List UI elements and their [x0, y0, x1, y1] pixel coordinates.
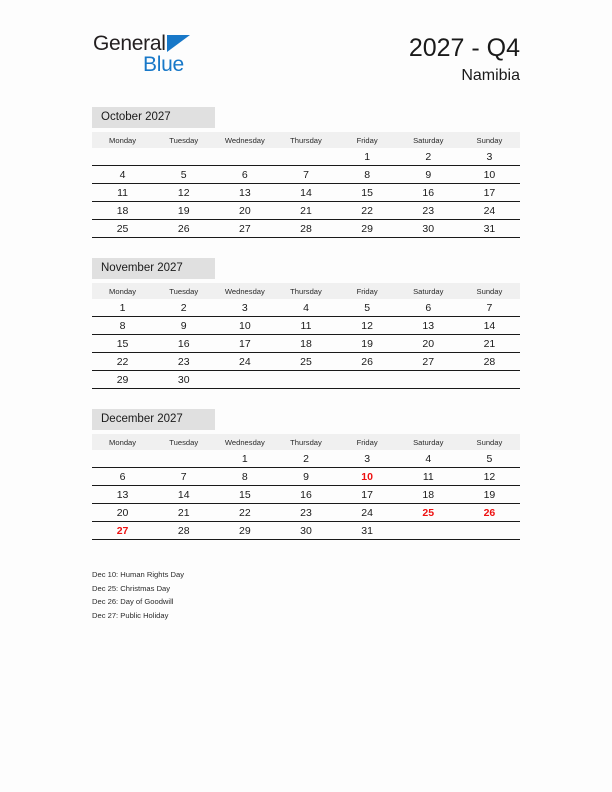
- calendar-day[interactable]: 29: [214, 522, 275, 540]
- calendar-day[interactable]: 4: [92, 166, 153, 184]
- calendar-week-row: [92, 148, 520, 166]
- legend-item: Dec 26: Day of Goodwill: [92, 597, 174, 607]
- calendar-day[interactable]: 28: [153, 522, 214, 540]
- calendar-day[interactable]: 16: [275, 486, 336, 504]
- calendar-day[interactable]: 25: [92, 220, 153, 238]
- weekday-header-thursday: Thursday: [275, 283, 336, 299]
- calendar-day[interactable]: 18: [398, 486, 459, 504]
- calendar-week-row: [92, 371, 520, 389]
- calendar-day[interactable]: 15: [214, 486, 275, 504]
- calendar-day[interactable]: 16: [153, 335, 214, 353]
- calendar-day[interactable]: 14: [459, 317, 520, 335]
- calendar-week-row: [92, 317, 520, 335]
- calendar-day[interactable]: 19: [459, 486, 520, 504]
- calendar-day[interactable]: 23: [275, 504, 336, 522]
- weekday-header-monday: Monday: [92, 132, 153, 148]
- calendar-day[interactable]: 30: [153, 371, 214, 389]
- month-block-october: [92, 107, 520, 238]
- calendar-day-holiday[interactable]: 10: [337, 468, 398, 486]
- weekday-header-row: [92, 132, 520, 148]
- page-header: [0, 0, 612, 100]
- weekday-header-saturday: Saturday: [398, 283, 459, 299]
- calendar-day[interactable]: 22: [337, 202, 398, 220]
- calendar-day-holiday[interactable]: 25: [398, 504, 459, 522]
- calendar-day[interactable]: 1: [241, 452, 248, 465]
- calendar-day[interactable]: 28: [459, 353, 520, 371]
- calendar-day[interactable]: 21: [459, 335, 520, 353]
- weekday-header-row: [92, 434, 520, 450]
- calendar-day[interactable]: 3: [486, 150, 493, 163]
- calendar-day[interactable]: 26: [153, 220, 214, 238]
- logo-text-blue: Blue: [143, 53, 184, 76]
- calendar-week-row: [92, 202, 520, 220]
- month-block-december: [92, 409, 520, 540]
- weekday-header-tuesday: Tuesday: [153, 283, 214, 299]
- calendar-week-row: [92, 166, 520, 184]
- calendar-day[interactable]: 26: [337, 353, 398, 371]
- calendar-day[interactable]: 5: [486, 452, 493, 465]
- calendar-day[interactable]: 19: [337, 335, 398, 353]
- calendar-day[interactable]: 4: [425, 452, 432, 465]
- calendar-day[interactable]: 17: [214, 335, 275, 353]
- weekday-header-thursday: Thursday: [275, 132, 336, 148]
- calendar-day[interactable]: 14: [153, 486, 214, 504]
- logo-top-row: [93, 33, 190, 55]
- calendar-table: [92, 132, 520, 238]
- calendar-day[interactable]: 19: [153, 202, 214, 220]
- calendar-day[interactable]: 2: [180, 301, 187, 314]
- weekday-header-sunday: Sunday: [459, 283, 520, 299]
- weekday-header-saturday: Saturday: [398, 132, 459, 148]
- month-title: December 2027: [92, 409, 215, 430]
- calendar-day[interactable]: 5: [153, 166, 214, 184]
- calendar-body: [92, 299, 520, 389]
- calendar-day[interactable]: 11: [275, 317, 336, 335]
- calendar-day[interactable]: 21: [153, 504, 214, 522]
- calendar-day[interactable]: 9: [275, 468, 336, 486]
- calendar-day[interactable]: 6: [214, 166, 275, 184]
- calendar-day[interactable]: 6: [425, 301, 432, 314]
- calendar-week-row: [92, 220, 520, 238]
- calendar-day[interactable]: 3: [364, 452, 371, 465]
- calendar-day-holiday[interactable]: 27: [92, 522, 153, 540]
- calendar-table: [92, 434, 520, 540]
- calendar-day[interactable]: 30: [398, 220, 459, 238]
- general-blue-logo[interactable]: [93, 33, 293, 85]
- calendar-day-empty: [275, 371, 336, 389]
- calendar-day[interactable]: 13: [214, 184, 275, 202]
- calendar-day[interactable]: 23: [153, 353, 214, 371]
- calendar-week-row: [92, 353, 520, 371]
- weekday-header-thursday: Thursday: [275, 434, 336, 450]
- calendar-day[interactable]: 2: [303, 452, 309, 465]
- calendar-day[interactable]: 29: [337, 220, 398, 238]
- calendar-day[interactable]: 9: [153, 317, 214, 335]
- calendar-day[interactable]: 20: [398, 335, 459, 353]
- calendar-day[interactable]: 13: [398, 317, 459, 335]
- calendar-day[interactable]: 23: [398, 202, 459, 220]
- legend-item: Dec 10: Human Rights Day: [92, 570, 185, 579]
- calendar-day-empty: [92, 148, 153, 166]
- weekday-header-friday: Friday: [337, 283, 398, 299]
- calendar-day[interactable]: 7: [153, 468, 214, 486]
- calendar-day[interactable]: 15: [337, 184, 398, 202]
- calendar-day-empty: [337, 371, 398, 389]
- calendar-day[interactable]: 17: [459, 184, 520, 202]
- holiday-legend: [92, 568, 392, 622]
- calendar-day[interactable]: 28: [275, 220, 336, 238]
- calendar-day[interactable]: 13: [92, 486, 153, 504]
- calendar-day[interactable]: 17: [337, 486, 398, 504]
- calendar-day[interactable]: 25: [275, 353, 336, 371]
- month-block-november: [92, 258, 520, 389]
- page-subtitle: Namibia: [461, 67, 520, 84]
- calendar-day[interactable]: 15: [92, 335, 153, 353]
- calendar-day[interactable]: 9: [398, 166, 459, 184]
- calendar-day[interactable]: 5: [364, 301, 371, 314]
- calendar-week-row: [92, 299, 520, 317]
- calendar-day[interactable]: 18: [92, 202, 153, 220]
- calendar-day[interactable]: 21: [275, 202, 336, 220]
- weekday-header-sunday: Sunday: [459, 434, 520, 450]
- calendar-day[interactable]: 24: [337, 504, 398, 522]
- calendar-day-empty: [459, 371, 520, 389]
- weekday-header-sunday: Sunday: [459, 132, 520, 148]
- calendar-day-empty: [153, 450, 214, 468]
- calendar-day[interactable]: 14: [275, 184, 336, 202]
- calendar-week-row: [92, 184, 520, 202]
- calendar-week-row: [92, 450, 520, 468]
- calendar-body: [92, 450, 520, 540]
- calendar-week-row: [92, 504, 520, 522]
- weekday-header-friday: Friday: [337, 132, 398, 148]
- logo-text-general: General: [93, 32, 166, 55]
- calendar-day-empty: [398, 371, 459, 389]
- weekday-header-wednesday: Wednesday: [214, 434, 275, 450]
- calendar-day[interactable]: 8: [337, 166, 398, 184]
- calendar-day[interactable]: 24: [459, 202, 520, 220]
- weekday-header-monday: Monday: [92, 283, 153, 299]
- weekday-header-tuesday: Tuesday: [153, 132, 214, 148]
- calendar-day[interactable]: 12: [153, 184, 214, 202]
- calendar-week-row: [92, 468, 520, 486]
- weekday-header-monday: Monday: [92, 434, 153, 450]
- weekday-header-row: [92, 283, 520, 299]
- calendar-day[interactable]: 31: [337, 522, 398, 540]
- calendar-day[interactable]: 20: [92, 504, 153, 522]
- calendar-day-empty: [459, 522, 520, 540]
- calendar-day-holiday[interactable]: 26: [459, 504, 520, 522]
- calendar-day[interactable]: 18: [275, 335, 336, 353]
- calendar-day[interactable]: 2: [425, 150, 432, 163]
- weekday-header-wednesday: Wednesday: [214, 132, 275, 148]
- weekday-header-friday: Friday: [337, 434, 398, 450]
- calendar-day[interactable]: 27: [214, 220, 275, 238]
- calendar-week-row: [92, 522, 520, 540]
- calendar-day[interactable]: 8: [92, 317, 153, 335]
- page-title: 2027 - Q4: [408, 34, 520, 62]
- month-title: October 2027: [92, 107, 215, 128]
- calendar-day[interactable]: 24: [214, 353, 275, 371]
- calendar-day-empty: [214, 148, 275, 166]
- calendar-day[interactable]: 31: [459, 220, 520, 238]
- calendar-day[interactable]: 22: [92, 353, 153, 371]
- calendar-day-empty: [153, 148, 214, 166]
- calendar-day[interactable]: 27: [398, 353, 459, 371]
- calendar-day[interactable]: 10: [214, 317, 275, 335]
- weekday-header-wednesday: Wednesday: [214, 283, 275, 299]
- calendar-day[interactable]: 20: [214, 202, 275, 220]
- calendar-day[interactable]: 8: [214, 468, 275, 486]
- calendar-table: [92, 283, 520, 389]
- calendar-day-empty: [398, 522, 459, 540]
- calendar-day[interactable]: 6: [92, 468, 153, 486]
- calendar-day[interactable]: 11: [92, 184, 153, 202]
- calendar-day[interactable]: 3: [241, 301, 248, 314]
- calendar-day[interactable]: 11: [398, 468, 459, 486]
- calendar-day-empty: [214, 371, 275, 389]
- calendar-week-row: [92, 335, 520, 353]
- weekday-header-tuesday: Tuesday: [153, 434, 214, 450]
- calendar-day[interactable]: 7: [275, 166, 336, 184]
- calendar-day-empty: [92, 450, 153, 468]
- calendar-day[interactable]: 4: [303, 301, 309, 314]
- weekday-header-saturday: Saturday: [398, 434, 459, 450]
- calendar-day[interactable]: 7: [486, 301, 493, 314]
- legend-item: Dec 25: Christmas Day: [92, 583, 171, 593]
- triangle-logo-icon: [167, 35, 190, 52]
- calendar-week-row: [92, 486, 520, 504]
- calendar-day[interactable]: 1: [364, 150, 371, 163]
- calendar-body: [92, 148, 520, 238]
- calendar-day[interactable]: 29: [92, 371, 153, 389]
- calendar-day[interactable]: 22: [214, 504, 275, 522]
- calendar-day[interactable]: 16: [398, 184, 459, 202]
- calendar-day[interactable]: 1: [119, 301, 126, 314]
- calendar-day[interactable]: 12: [337, 317, 398, 335]
- legend-item: Dec 27: Public Holiday: [92, 610, 169, 620]
- title-block: [409, 34, 520, 87]
- calendar-day[interactable]: 12: [459, 468, 520, 486]
- month-title: November 2027: [92, 258, 215, 279]
- calendar-day-empty: [275, 148, 336, 166]
- calendar-day[interactable]: 30: [275, 522, 336, 540]
- calendar-day[interactable]: 10: [459, 166, 520, 184]
